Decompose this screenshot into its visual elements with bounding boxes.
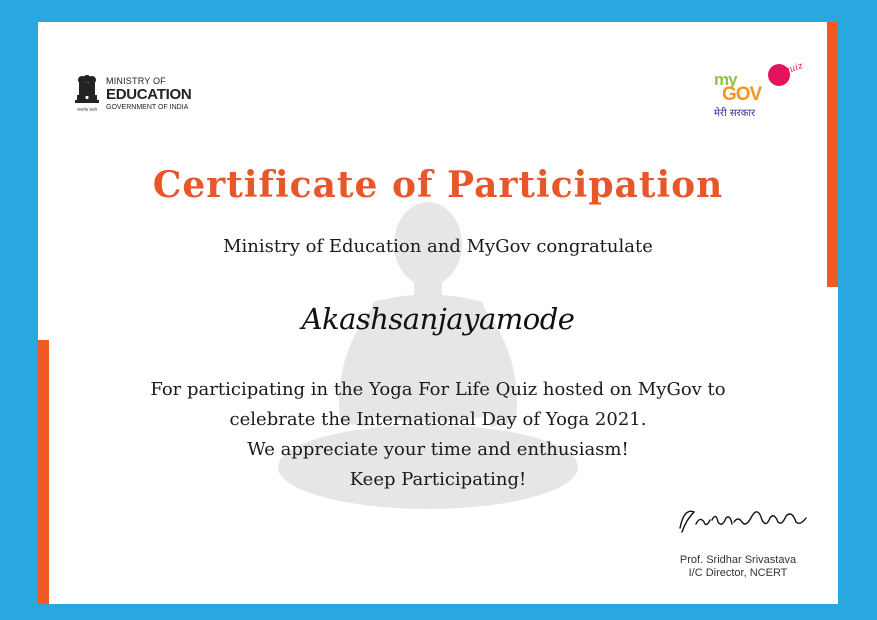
national-emblem-icon: [74, 74, 100, 114]
body-line: Keep Participating!: [349, 469, 527, 490]
recipient-name: Akashsanjayamode: [301, 302, 575, 336]
mygov-hindi-tagline: मेरी सरकार: [714, 108, 756, 119]
ministry-logo-line2: EDUCATION: [106, 86, 192, 103]
body-line: We appreciate your time and enthusiasm!: [247, 439, 629, 460]
ministry-logo-line1: MINISTRY OF: [106, 76, 166, 86]
certificate-title: Certificate of Participation: [152, 164, 724, 206]
signatory-block: [638, 554, 838, 580]
signatory-designation: I/C Director, NCERT: [688, 567, 788, 579]
mygov-quiz-logo: [710, 62, 820, 122]
ministry-logo: [74, 74, 191, 114]
certificate-body: [38, 375, 838, 495]
emblem-caption: सत्यमेव जयते: [77, 107, 97, 112]
ministry-logo-line3: GOVERNMENT OF INDIA: [106, 104, 189, 111]
certificate-card: [38, 22, 838, 604]
body-line: For participating in the Yoga For Life Quiz hosted on MyGov to: [150, 379, 726, 400]
congratulation-line: Ministry of Education and MyGov congratulate: [223, 236, 653, 257]
mygov-gov-text: GOV: [722, 84, 762, 105]
signatory-name: Prof. Sridhar Srivastava: [679, 554, 797, 566]
mygov-my-text: my: [714, 70, 737, 89]
quiz-label: quiz: [782, 61, 805, 77]
handwritten-signature: [674, 498, 810, 538]
body-line: celebrate the International Day of Yoga 2021.: [229, 409, 647, 430]
